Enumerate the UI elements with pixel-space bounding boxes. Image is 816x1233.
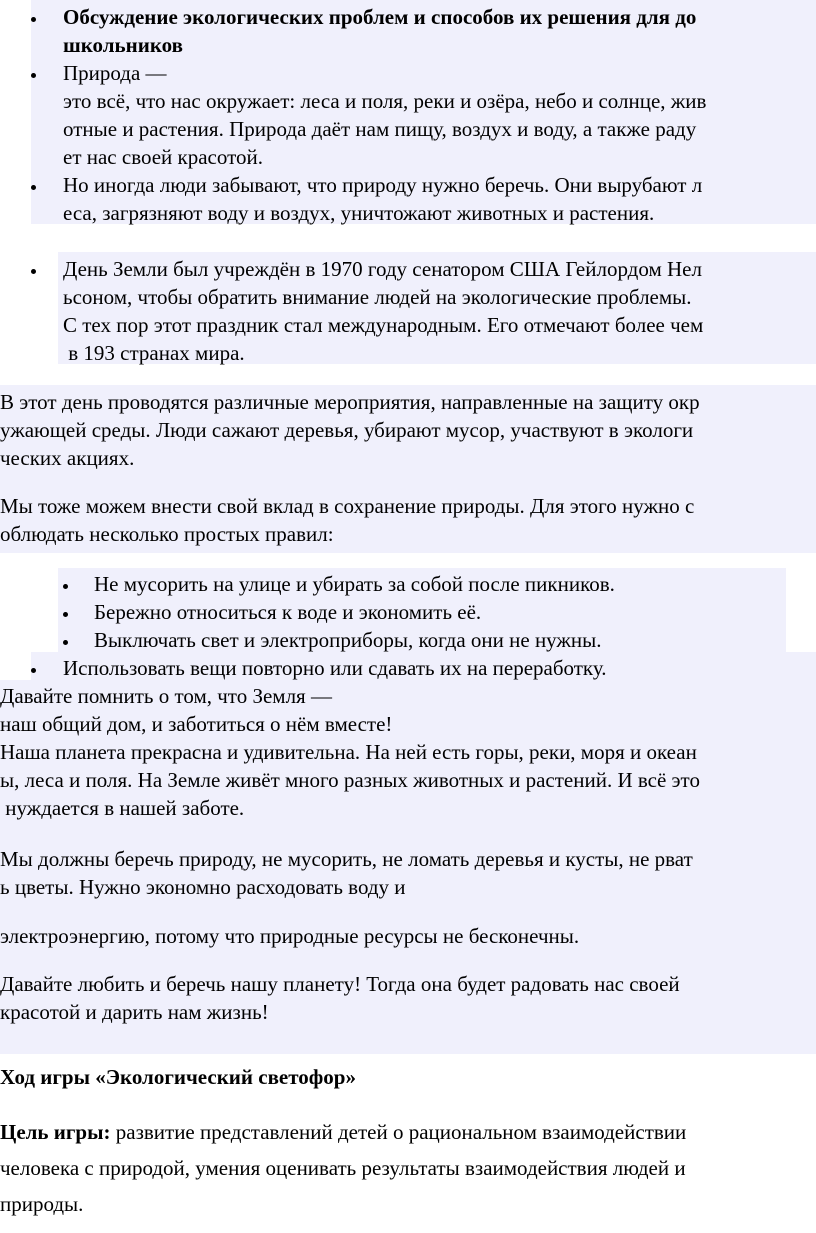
goal-label: Цель игры: [0, 1120, 111, 1144]
list-line: еса, загрязняют воду и воздух, уничтожают животных и растения. [63, 201, 655, 225]
rule-item [0, 570, 816, 598]
paragraph-line: ь цветы. Нужно экономно расходовать воду и [0, 875, 406, 899]
list-item [0, 171, 816, 227]
paragraph-1 [0, 388, 816, 472]
top-bullet-list [0, 3, 816, 227]
rule-item [0, 626, 816, 654]
list-line: Но иногда люди забывают, что природу нужно беречь. Они вырубают л [63, 173, 703, 197]
paragraph-2 [0, 492, 816, 548]
goal-line: человека с природой, умения оценивать результаты взаимодействия людей и [0, 1156, 686, 1180]
paragraph-3 [0, 682, 816, 822]
list-item [0, 255, 816, 367]
list-line: в 193 странах мира. [63, 341, 245, 365]
list-line: школьников [63, 33, 184, 57]
rule-text: Бережно относиться к воде и экономить её. [94, 600, 482, 624]
paragraph-line: нуждается в нашей заботе. [0, 796, 245, 820]
list-line: Природа — [63, 61, 167, 85]
list-line: отные и растения. Природа даёт нам пищу, воздух и воду, а также раду [63, 117, 697, 141]
list-line: День Земли был учреждён в 1970 году сенатором США Гейлордом Нел [63, 257, 702, 281]
paragraph-line: Мы тоже можем внести свой вклад в сохранение природы. Для этого нужно с [0, 494, 695, 518]
goal-text: развитие представлений детей о рациональном взаимодействии [110, 1120, 687, 1144]
paragraph-line: наш общий дом, и заботиться о нём вместе! [0, 712, 393, 736]
paragraph-6 [0, 970, 816, 1026]
rule-item [0, 654, 816, 682]
game-heading: Ход игры «Экологический светофор» [0, 1065, 356, 1089]
paragraph-line: ы, леса и поля. На Земле живёт много разных животных и растений. И всё это [0, 768, 700, 792]
game-goal [0, 1114, 816, 1222]
paragraph-line: электроэнергию, потому что природные ресурсы не бесконечны. [0, 924, 580, 948]
paragraph-line: Наша планета прекрасна и удивительна. На ней есть горы, реки, моря и океан [0, 740, 697, 764]
paragraph-line: ческих акциях. [0, 446, 135, 470]
paragraph-line: красотой и дарить нам жизнь! [0, 1000, 269, 1024]
goal-line [0, 1114, 816, 1150]
list-line: ет нас своей красотой. [63, 145, 263, 169]
rule-text: Выключать свет и электроприборы, когда они не нужны. [94, 628, 602, 652]
top-bullet-list-cont [0, 255, 816, 367]
paragraph-line: Давайте помнить о том, что Земля — [0, 684, 332, 708]
paragraph-line: облюдать несколько простых правил: [0, 522, 334, 546]
rules-list-last [0, 654, 816, 682]
paragraph-4 [0, 845, 816, 901]
rule-text: Использовать вещи повторно или сдавать их на переработку. [63, 656, 607, 680]
list-line: Обсуждение экологических проблем и способов их решения для до [63, 5, 697, 29]
rules-list [0, 570, 816, 654]
list-item [0, 59, 816, 171]
goal-line: природы. [0, 1192, 84, 1216]
rule-item [0, 598, 816, 626]
paragraph-line: ужающей среды. Люди сажают деревья, убирают мусор, участвуют в экологи [0, 418, 694, 442]
paragraph-line: Мы должны беречь природу, не мусорить, не ломать деревья и кусты, не рват [0, 847, 693, 871]
list-item [0, 3, 816, 59]
list-line: это всё, что нас окружает: леса и поля, реки и озёра, небо и солнце, жив [63, 89, 707, 113]
list-line: С тех пор этот праздник стал международным. Его отмечают более чем [63, 313, 704, 337]
paragraph-line: Давайте любить и беречь нашу планету! Тогда она будет радовать нас своей [0, 972, 680, 996]
paragraph-5 [0, 922, 816, 950]
rule-text: Не мусорить на улице и убирать за собой после пикников. [94, 572, 615, 596]
list-line: ьсоном, чтобы обратить внимание людей на экологические проблемы. [63, 285, 692, 309]
paragraph-line: В этот день проводятся различные мероприятия, направленные на защиту окр [0, 390, 700, 414]
